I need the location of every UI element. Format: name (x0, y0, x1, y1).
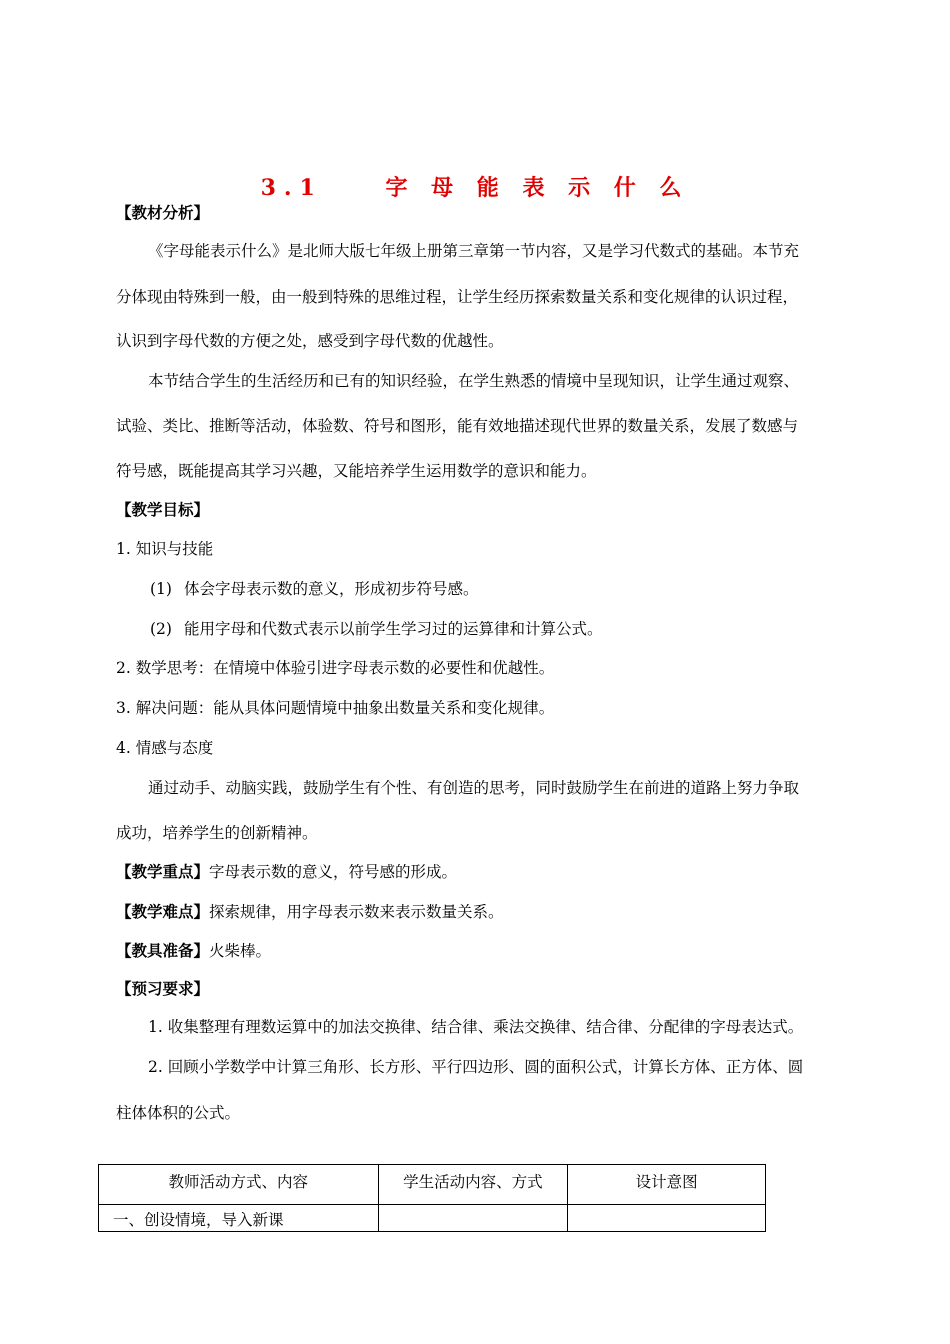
goals-sub2-number: (2) (150, 620, 172, 638)
table-cell-intent (568, 1205, 766, 1232)
analysis-p1-line1: 《字母能表示什么》是北师大版七年级上册第三章第一节内容，又是学习代数式的基础。本节充 (148, 242, 800, 260)
lesson-plan-table (98, 1164, 766, 1232)
goals-sub1 (150, 579, 479, 599)
document-title: 3.1 字 母 能 表 示 什 么 (260, 175, 690, 201)
table-header-student: 学生活动内容、方式 (378, 1165, 568, 1205)
focus-line (116, 862, 457, 882)
difficulty-heading: 【教学难点】 (116, 902, 210, 921)
goals-item4: 4. 情感与态度 (116, 739, 214, 757)
goals-heading: 【教学目标】 (116, 500, 210, 519)
difficulty-text: 探索规律，用字母表示数来表示数量关系。 (209, 903, 504, 921)
goals-sub1-text: 体会字母表示数的意义，形成初步符号感。 (184, 580, 479, 598)
difficulty-line (116, 902, 504, 922)
goals-sub2-text: 能用字母和代数式表示以前学生学习过的运算律和计算公式。 (184, 620, 603, 638)
preview-item2-line2: 柱体体积的公式。 (116, 1104, 241, 1122)
preview-item2-line1: 2. 回顾小学数学中计算三角形、长方形、平行四边形、圆的面积公式，计算长方体、正方体、圆 (148, 1058, 804, 1076)
table-header-row (99, 1165, 766, 1205)
goals-sub2 (150, 619, 603, 639)
tools-line (116, 941, 271, 961)
tools-heading: 【教具准备】 (116, 941, 210, 960)
goals-item2: 2. 数学思考：在情境中体验引进字母表示数的必要性和优越性。 (116, 659, 555, 677)
table-cell-teacher: 一、创设情境，导入新课 (99, 1205, 379, 1232)
analysis-p2-line1: 本节结合学生的生活经历和已有的知识经验，在学生熟悉的情境中呈现知识，让学生通过观察、 (148, 372, 800, 390)
focus-text: 字母表示数的意义，符号感的形成。 (209, 863, 458, 881)
table-cell-student (378, 1205, 568, 1232)
table-row (99, 1205, 766, 1232)
goals-p4-line2: 成功，培养学生的创新精神。 (116, 824, 318, 842)
preview-item1: 1. 收集整理有理数运算中的加法交换律、结合律、乘法交换律、结合律、分配律的字母表达式。 (148, 1018, 804, 1036)
analysis-p2-line3: 符号感，既能提高其学习兴趣，又能培养学生运用数学的意识和能力。 (116, 462, 597, 480)
tools-text: 火柴棒。 (209, 942, 272, 960)
focus-heading: 【教学重点】 (116, 862, 210, 881)
table-header-intent: 设计意图 (568, 1165, 766, 1205)
analysis-p1-line2: 分体现由特殊到一般，由一般到特殊的思维过程，让学生经历探索数量关系和变化规律的认识过程， (116, 288, 799, 306)
table-header-teacher: 教师活动方式、内容 (99, 1165, 379, 1205)
analysis-heading: 【教材分析】 (116, 203, 210, 222)
goals-item3: 3. 解决问题：能从具体问题情境中抽象出数量关系和变化规律。 (116, 699, 555, 717)
analysis-p2-line2: 试验、类比、推断等活动，体验数、符号和图形，能有效地描述现代世界的数量关系，发展了数感与 (116, 417, 799, 435)
preview-heading: 【预习要求】 (116, 979, 210, 998)
analysis-p1-line3: 认识到字母代数的方便之处，感受到字母代数的优越性。 (116, 332, 504, 350)
goals-sub1-number: (1) (150, 580, 172, 598)
goals-p4-line1: 通过动手、动脑实践，鼓励学生有个性、有创造的思考，同时鼓励学生在前进的道路上努力争取 (148, 779, 800, 797)
goals-item1: 1. 知识与技能 (116, 540, 214, 558)
